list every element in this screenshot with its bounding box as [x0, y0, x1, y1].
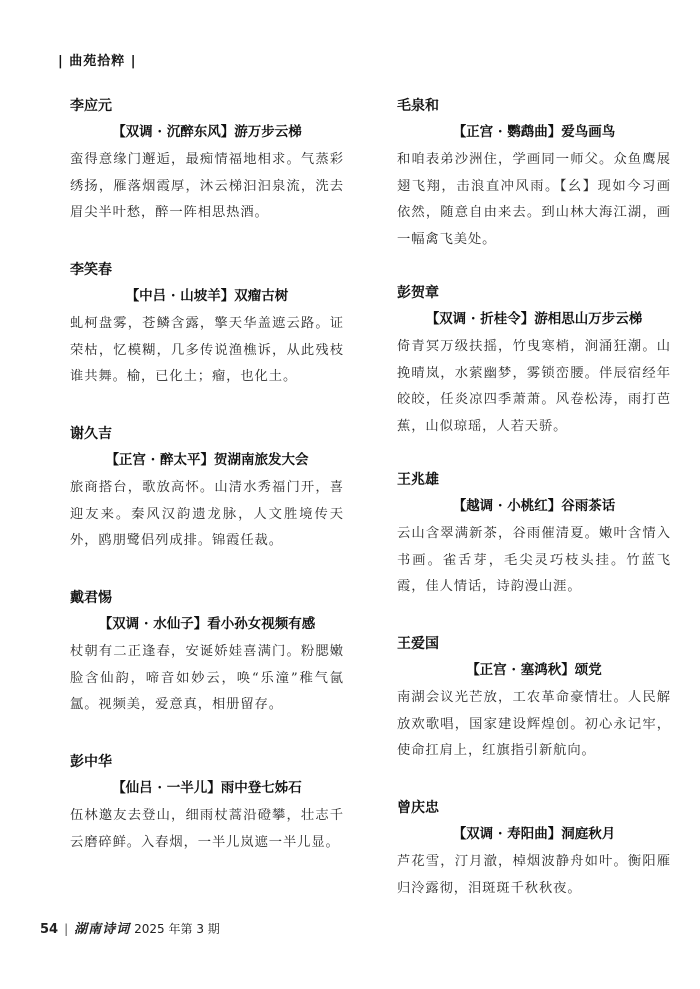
poem-entry [70, 424, 344, 555]
poem-author: 谢久吉 [70, 426, 112, 442]
poem-title: 【双调 · 水仙子】看小孙女视频有感 [98, 616, 316, 632]
right-column [397, 96, 671, 902]
poem-author: 彭贺章 [397, 285, 439, 301]
poem-author: 曾庆忠 [397, 800, 439, 816]
poem-title: 【仙吕 · 一半儿】雨中登七姊石 [112, 780, 302, 796]
poem-body: 蛮得意缘门邂逅，最痴情福地相求。气蒸彩绣扬，雁落烟霞厚，沐云梯汩汩泉流，洗去眉尖半叶愁，醉一阵相思热酒。 [70, 152, 344, 220]
poem-body: 旅商搭台，歌放高怀。山清水秀福门开，喜迎友来。秦风汉韵遗龙脉，人文胜境传天外，鸥朋鹭侣列成排。锦霞任裁。 [70, 480, 344, 548]
poem-body: 和咱表弟沙洲住，学画同一师父。众鱼鹰展翅飞翔，击浪直冲风雨。【幺】现如今习画依然，随意自由来去。到山林大海江湖，画一幅禽飞美处。 [397, 152, 671, 247]
poem-entry [397, 634, 671, 765]
magazine-logo: 湖南诗词 [74, 922, 131, 937]
poem-entry [397, 798, 671, 902]
poem-title: 【双调 · 寿阳曲】洞庭秋月 [452, 826, 616, 842]
poem-entry [397, 96, 671, 255]
poem-title: 【正宫 · 鹦鹉曲】爱鸟画鸟 [452, 124, 616, 140]
poem-entry [397, 283, 671, 442]
poem-title: 【中吕 · 山坡羊】双瘤古树 [125, 288, 289, 304]
poem-title: 【越调 · 小桃红】谷雨茶话 [452, 498, 616, 514]
poem-title: 【正宫 · 塞鸿秋】颂党 [466, 662, 602, 678]
poem-body: 云山含翠满新茶，谷雨催清夏。嫩叶含情入书画。雀舌芽，毛尖灵巧枝头挂。竹蓝飞霞，佳人情话，诗韵漫山涯。 [397, 526, 671, 594]
poem-body: 倚青冥万级扶摇，竹曳寒梢，涧涌狂潮。山挽晴岚，水萦幽梦，雾锁峦腰。伴辰宿经年皎皎，任炎凉四季萧萧。风卷松涛，雨打芭蕉，山似琼瑶，人若天骄。 [397, 339, 671, 434]
poem-body: 芦花雪，汀月澈，棹烟波静舟如叶。衡阳雁归泠露彻，泪斑斑千秋秋夜。 [397, 854, 671, 896]
poem-entry [70, 588, 344, 719]
issue-label: 2025 年第 3 期 [134, 922, 220, 936]
poem-author: 王爱国 [397, 636, 439, 652]
poem-author: 彭中华 [70, 754, 112, 770]
poem-author: 王兆雄 [397, 472, 439, 488]
poem-body: 南湖会议光芒放，工农革命豪情壮。人民解放欢歌唱，国家建设辉煌创。初心永记牢，使命扛肩上，红旗指引新航向。 [397, 690, 671, 758]
poem-entry [70, 96, 344, 227]
poem-author: 李应元 [70, 98, 112, 114]
poem-body: 虬柯盘雾，苍鳞含露，擎天华盖遮云路。证荣枯，忆模糊，几多传说渔樵诉，从此残枝谁共舞。榆，已化土；瘤，也化土。 [70, 316, 344, 384]
footer-separator: | [64, 922, 69, 936]
page-number: 54 [40, 922, 59, 937]
poem-title: 【双调 · 折桂令】游相思山万步云梯 [425, 311, 643, 327]
poem-entry [70, 260, 344, 391]
poem-author: 戴君惕 [70, 590, 112, 606]
poem-body: 杖朝有二正逢春，安诞娇娃喜满门。粉腮嫩脸含仙韵，啼音如妙云，唤“乐潼”稚气氤氲。视频美，爱意真，相册留存。 [70, 644, 344, 712]
poem-author: 李笑春 [70, 262, 112, 278]
poem-entry [397, 470, 671, 601]
left-column [70, 96, 344, 856]
poem-title: 【正宫 · 醉太平】贺湖南旅发大会 [105, 452, 309, 468]
poem-author: 毛泉和 [397, 98, 439, 114]
page-footer [40, 918, 220, 937]
poem-title: 【双调 · 沉醉东风】游万步云梯 [112, 124, 302, 140]
poem-entry [70, 752, 344, 856]
poem-body: 伍林邀友去登山，细雨杖蒿沿磴攀，壮志千云磨碎鲜。入春烟，一半儿岚遮一半儿显。 [70, 808, 344, 850]
section-tag: | 曲苑拾粹 | [58, 54, 137, 69]
